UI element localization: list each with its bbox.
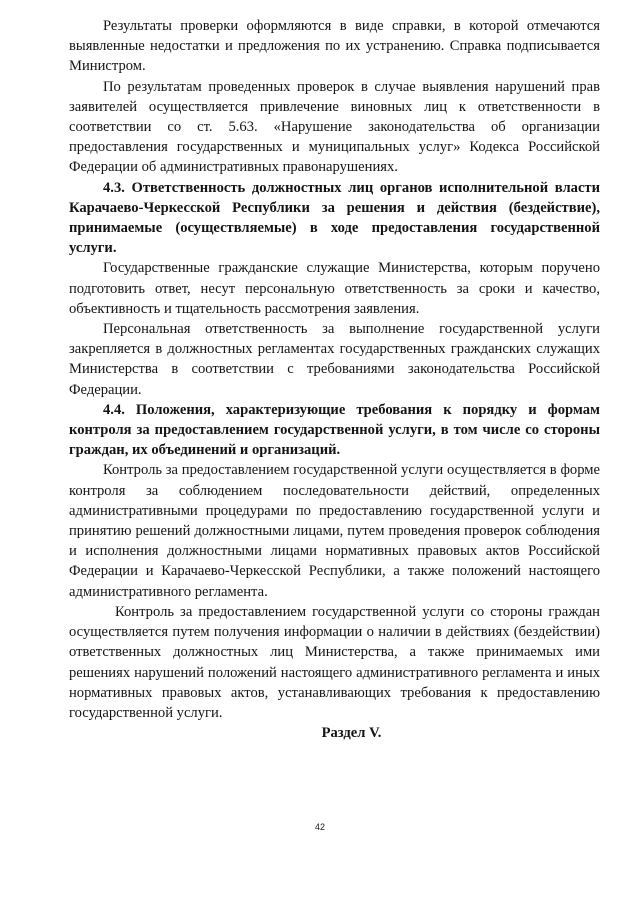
section-title: Раздел V. xyxy=(321,725,382,742)
heading-section-4-4: 4.4. Положения, характеризующие требования к порядку и формам контроля за предоставлением государственной услуги, в том числе со стороны граждан, их объединений и организаций. xyxy=(69,401,600,459)
paragraph-control-form: Контроль за предоставлением государственной услуги осуществляется в форме контроля за соблюдением последовательности действий, определенных административными процедурами по предоставлению государственной услуги и принятию решений должностными лицами, путем проведения проверок соблюдения и исполнения должностными лицами нормативных правовых актов Российской Федерации и Карачаево-Черкесской Республики, а также положений настоящего административного регламента. xyxy=(69,462,600,600)
heading-section-4-3: 4.3. Ответственность должностных лиц органов исполнительной власти Карачаево-Черкесской Республики за решения и действия (бездействие), принимаемые (осуществляемые) в ходе предоставления государственной услуги. xyxy=(69,179,600,257)
paragraph-personal-responsibility: Государственные гражданские служащие Министерства, которым поручено подготовить ответ, несут персональную ответственность за сроки и качество, объективность и тщательность рассмотрения заявления. xyxy=(69,260,600,317)
paragraph-citizen-control: Контроль за предоставлением государственной услуги со стороны граждан осуществляется путем получения информации о наличии в действиях (бездействии) ответственных должностных лиц Министерства, а также принимаемых ими решениях нарушений положений настоящего административного регламента и иных нормативных правовых актов, устанавливающих требования к предоставлению государственной услуги. xyxy=(69,603,600,721)
paragraph-inspection-results: Результаты проверки оформляются в виде справки, в которой отмечаются выявленные недостатки и предложения по их устранению. Справка подписывается Министром. xyxy=(69,18,600,75)
document-body xyxy=(69,16,600,743)
page-number: 42 xyxy=(314,822,325,832)
paragraph-liability: По результатам проведенных проверок в случае выявления нарушений прав заявителей осуществляется привлечение виновных лиц к ответственности в соответствии со ст. 5.63. «Нарушение законодательства об организации предоставления государственных и муниципальных услуг» Кодекса Российской Федерации об административных правонарушениях. xyxy=(69,78,600,176)
paragraph-job-regulations: Персональная ответственность за выполнение государственной услуги закрепляется в должностных регламентах государственных гражданских служащих Министерства в соответствии с требованиями законодательства Российской Федерации. xyxy=(69,321,600,398)
